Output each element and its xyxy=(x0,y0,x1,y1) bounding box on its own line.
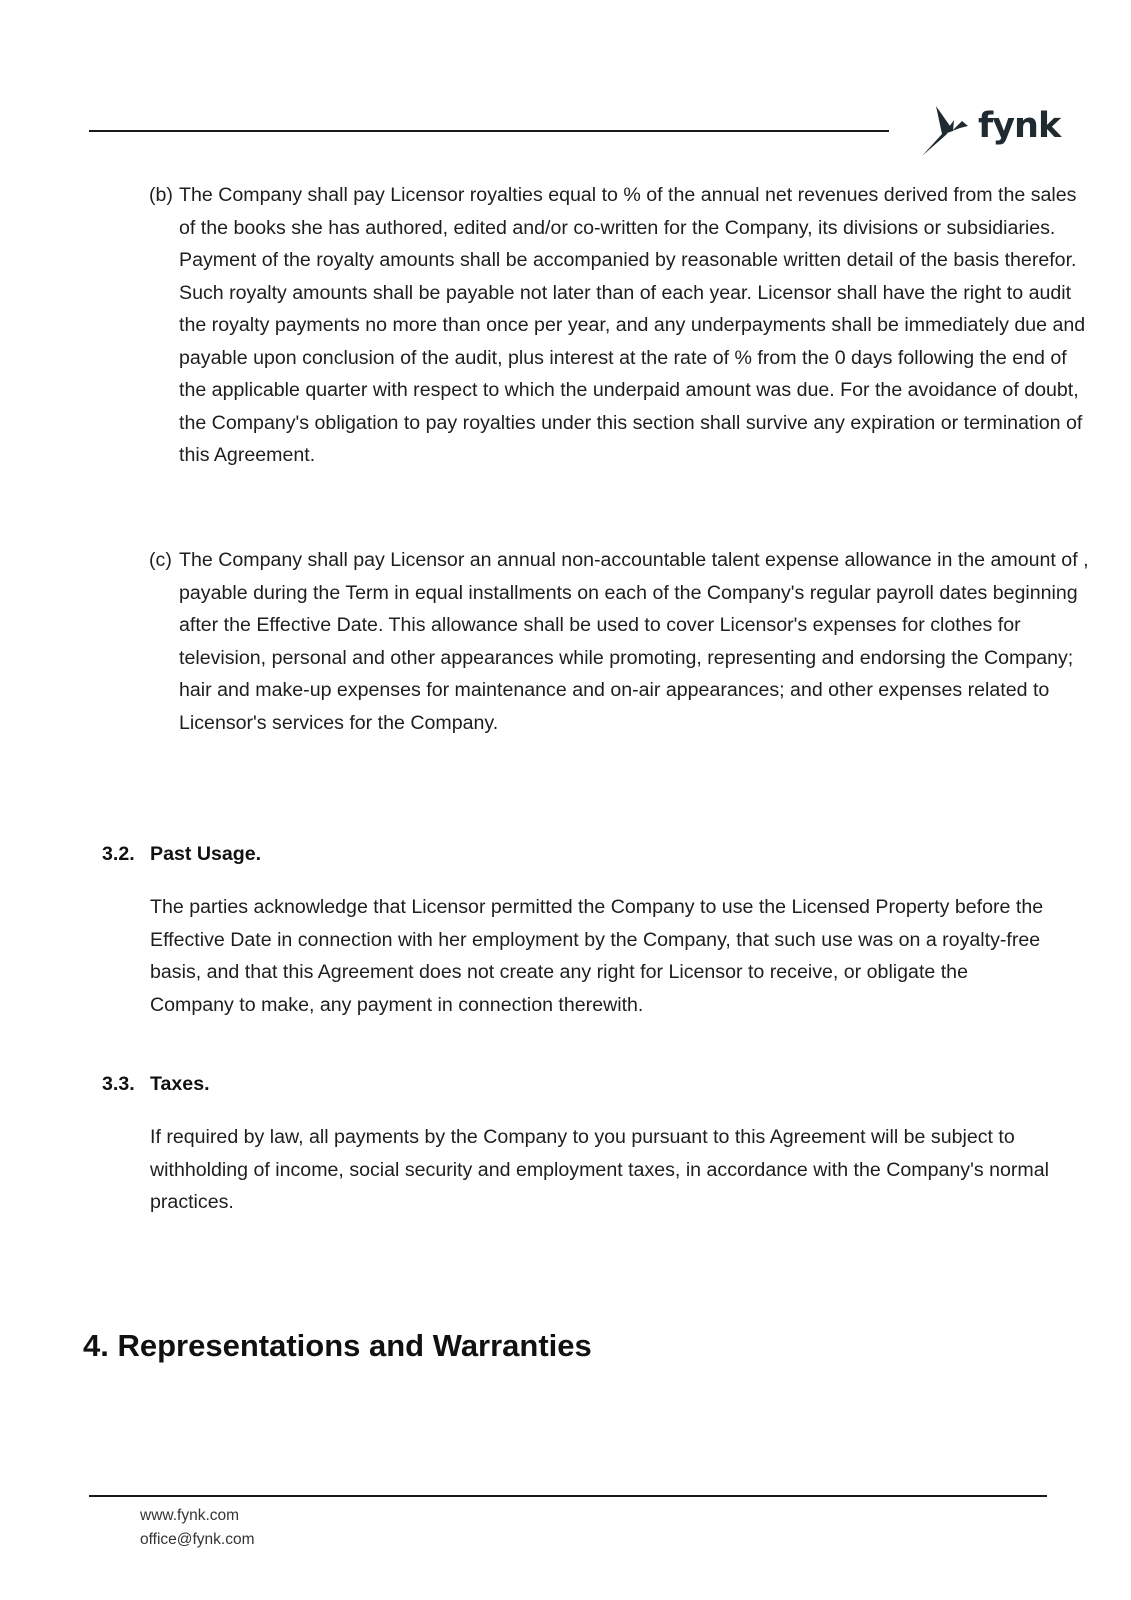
footer-email-link[interactable]: office@fynk.com xyxy=(140,1531,255,1548)
clause-c-text: The Company shall pay Licensor an annual non-accountable talent expense allowance in the amount of , payable during the Term in equal installments on each of the Company's regular payroll dates beginning after the Effective Date. This allowance shall be used to cover Licensor's expenses for clothes for television, personal and other appearances while promoting, representing and endorsing the Company; hair and make-up expenses for maintenance and on-air appearances; and other expenses related to Licensor's services for the Company. xyxy=(179,549,1089,734)
section-number: 3.2. xyxy=(102,843,135,865)
bird-logo-icon xyxy=(918,104,974,160)
clause-b-text: The Company shall pay Licensor royalties equal to % of the annual net revenues derived from the sales of the books she has authored, edited and/or co-written for the Company, its divisions or subsidiaries. Payment of the royalty amounts shall be accompanied by reasonable written detail of the basis therefor. Such royalty amounts shall be payable not later than of each year. Licensor shall have the right to audit the royalty payments no more than once per year, and any underpayments shall be immediately due and payable upon conclusion of the audit, plus interest at the rate of % from the 0 days following the end of the applicable quarter with respect to which the underpaid amount was due. For the avoidance of doubt, the Company's obligation to pay royalties under this section shall survive any expiration or termination of this Agreement. xyxy=(179,184,1086,466)
section-heading-taxes xyxy=(102,1071,210,1097)
section-number: 3.3. xyxy=(102,1073,135,1095)
clause-b-marker: (b) xyxy=(149,184,173,206)
past-usage-body: The parties acknowledge that Licensor permitted the Company to use the Licensed Property before the Effective Date in connection with her employment by the Company, that such use was on a royalty-free basis, and that this Agreement does not create any right for Licensor to receive, or obligate the Company to make, any payment in connection therewith. xyxy=(150,896,1044,1016)
section-heading-representations: 4. Representations and Warranties xyxy=(83,1328,592,1363)
clause-b xyxy=(149,179,1089,472)
clause-c-marker: (c) xyxy=(149,549,172,571)
header-divider xyxy=(89,130,889,132)
taxes-body: If required by law, all payments by the Company to you pursuant to this Agreement will be subject to withholding of income, social security and employment taxes, in accordance with the Company's normal practices. xyxy=(150,1126,1049,1213)
footer-website-link[interactable]: www.fynk.com xyxy=(140,1507,240,1524)
clause-c xyxy=(149,544,1089,739)
section-title: Taxes. xyxy=(150,1073,210,1095)
fynk-logo xyxy=(918,104,1061,160)
footer-divider xyxy=(89,1495,1047,1497)
section-title: Past Usage. xyxy=(150,843,262,865)
brand-name: fynk xyxy=(978,106,1061,146)
section-heading-past-usage xyxy=(102,841,261,867)
